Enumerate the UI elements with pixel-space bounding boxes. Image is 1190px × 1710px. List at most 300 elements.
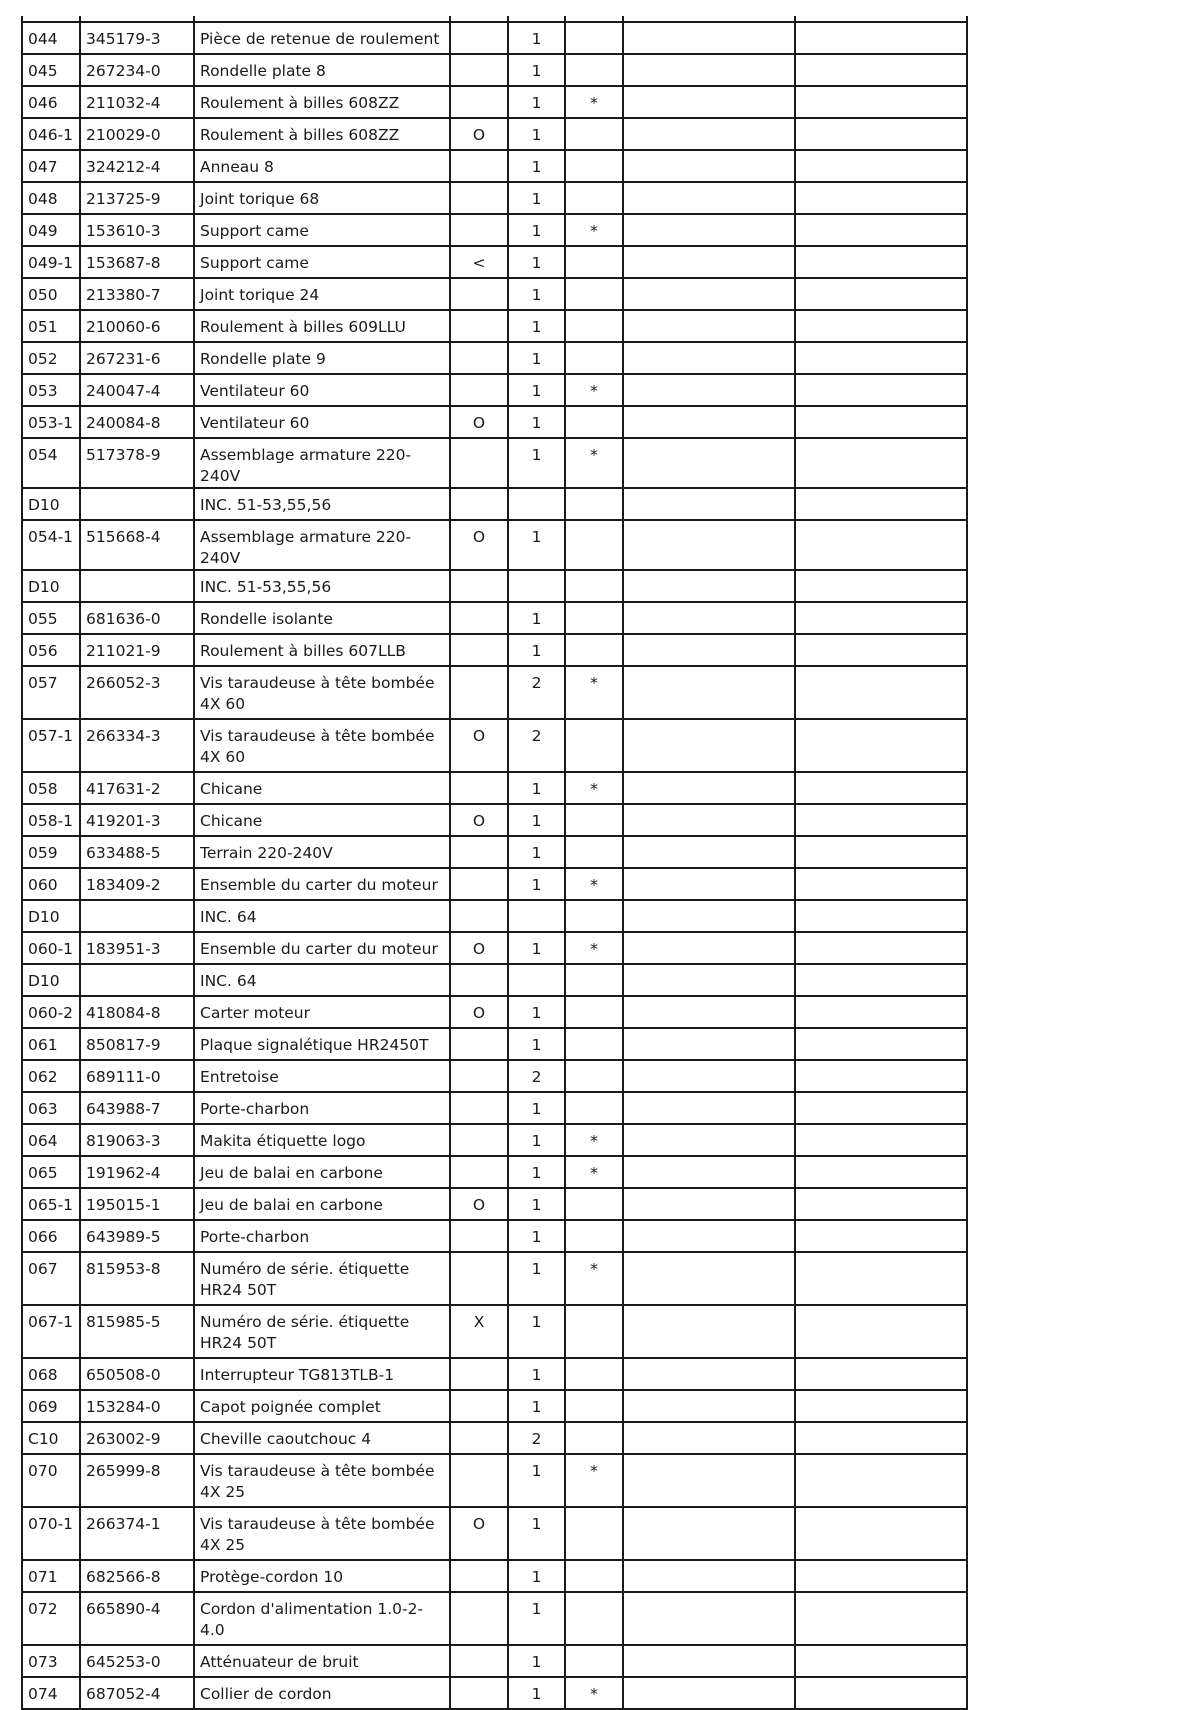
part-number-cell: 195015-1 [80,1188,194,1220]
part-number-cell: 183951-3 [80,932,194,964]
part-number-cell: 650508-0 [80,1358,194,1390]
quantity-cell: 2 [508,666,565,719]
marker-cell [450,1560,508,1592]
note-star-cell [565,804,623,836]
item-number-cell: 068 [22,1358,80,1390]
quantity-cell: 1 [508,310,565,342]
part-number-cell: 240047-4 [80,374,194,406]
empty-cell [623,804,795,836]
marker-cell [450,1358,508,1390]
note-star-cell: * [565,666,623,719]
item-number-cell: 060-2 [22,996,80,1028]
quantity-cell: 1 [508,150,565,182]
quantity-cell: 1 [508,1560,565,1592]
part-number-cell: 266374-1 [80,1507,194,1560]
item-number-cell: 073 [22,1645,80,1677]
empty-cell [795,772,967,804]
empty-cell [795,118,967,150]
marker-cell: O [450,1507,508,1560]
table-row [22,1305,967,1358]
note-star-cell [565,22,623,54]
table-row [22,520,967,570]
description-cell: Chicane [194,804,450,836]
part-number-cell: 417631-2 [80,772,194,804]
description-cell: Interrupteur TG813TLB-1 [194,1358,450,1390]
note-star-cell [565,246,623,278]
empty-cell [623,438,795,488]
marker-cell [450,22,508,54]
note-star-cell: * [565,214,623,246]
item-number-cell: 046 [22,86,80,118]
item-number-cell: 052 [22,342,80,374]
note-star-cell [565,54,623,86]
note-star-cell: * [565,772,623,804]
empty-cell [623,666,795,719]
marker-cell: O [450,996,508,1028]
empty-cell [795,666,967,719]
empty-cell [795,1220,967,1252]
part-number-cell: 645253-0 [80,1645,194,1677]
marker-cell [450,1645,508,1677]
empty-cell [795,1252,967,1305]
description-cell: Capot poignée complet [194,1390,450,1422]
empty-cell [795,1156,967,1188]
quantity-cell: 1 [508,520,565,570]
table-row [22,406,967,438]
empty-cell [623,278,795,310]
table-row [22,1677,967,1709]
note-star-cell: * [565,374,623,406]
description-cell: Ensemble du carter du moteur [194,868,450,900]
part-number-cell: 263002-9 [80,1422,194,1454]
marker-cell [450,182,508,214]
item-number-cell: 047 [22,150,80,182]
description-cell: Pièce de retenue de roulement [194,22,450,54]
table-row [22,900,967,932]
empty-cell [623,1156,795,1188]
marker-cell [450,602,508,634]
table-row [22,1060,967,1092]
table-row [22,932,967,964]
note-star-cell: * [565,932,623,964]
marker-cell [450,570,508,602]
note-star-cell [565,406,623,438]
item-number-cell: 060 [22,868,80,900]
note-star-cell: * [565,1677,623,1709]
item-number-cell: 071 [22,1560,80,1592]
parts-table-body [22,22,967,1709]
quantity-cell: 1 [508,118,565,150]
empty-cell [795,1677,967,1709]
part-number-cell: 345179-3 [80,22,194,54]
description-cell: Roulement à billes 609LLU [194,310,450,342]
empty-cell [623,900,795,932]
empty-cell [795,1305,967,1358]
part-number-cell: 689111-0 [80,1060,194,1092]
description-cell: Plaque signalétique HR2450T [194,1028,450,1060]
empty-cell [795,570,967,602]
description-cell: Assemblage armature 220-240V [194,520,450,570]
part-number-cell: 815985-5 [80,1305,194,1358]
empty-cell [795,406,967,438]
item-number-cell: 053 [22,374,80,406]
empty-cell [795,964,967,996]
item-number-cell: 060-1 [22,932,80,964]
quantity-cell: 1 [508,932,565,964]
item-number-cell: 058-1 [22,804,80,836]
part-number-cell: 819063-3 [80,1124,194,1156]
note-star-cell [565,1507,623,1560]
empty-cell [795,438,967,488]
description-cell: Vis taraudeuse à tête bombée 4X 25 [194,1454,450,1507]
empty-cell [623,1124,795,1156]
empty-cell [623,1560,795,1592]
note-star-cell: * [565,438,623,488]
quantity-cell: 1 [508,1507,565,1560]
quantity-cell: 1 [508,54,565,86]
empty-cell [623,1220,795,1252]
description-cell: Anneau 8 [194,150,450,182]
table-row [22,868,967,900]
description-cell: Support came [194,214,450,246]
quantity-cell: 1 [508,1092,565,1124]
table-row [22,634,967,666]
quantity-cell [508,900,565,932]
item-number-cell: 057 [22,666,80,719]
empty-cell [795,54,967,86]
table-row [22,772,967,804]
marker-cell [450,1252,508,1305]
empty-cell [623,868,795,900]
note-star-cell [565,278,623,310]
note-star-cell: * [565,1454,623,1507]
item-number-cell: 069 [22,1390,80,1422]
description-cell: Chicane [194,772,450,804]
table-row [22,310,967,342]
quantity-cell: 1 [508,278,565,310]
marker-cell [450,278,508,310]
empty-cell [623,602,795,634]
quantity-cell: 2 [508,1060,565,1092]
item-number-cell: 066 [22,1220,80,1252]
item-number-cell: 072 [22,1592,80,1645]
empty-cell [623,1677,795,1709]
empty-cell [795,374,967,406]
table-row [22,86,967,118]
table-row [22,1358,967,1390]
item-number-cell: 067 [22,1252,80,1305]
part-number-cell: 324212-4 [80,150,194,182]
empty-cell [795,1454,967,1507]
marker-cell [450,1092,508,1124]
description-cell: Joint torique 24 [194,278,450,310]
item-number-cell: 044 [22,22,80,54]
empty-cell [623,1060,795,1092]
quantity-cell: 1 [508,406,565,438]
marker-cell: < [450,246,508,278]
empty-cell [795,246,967,278]
item-number-cell: 051 [22,310,80,342]
note-star-cell [565,570,623,602]
item-number-cell: 074 [22,1677,80,1709]
marker-cell [450,86,508,118]
quantity-cell: 1 [508,1252,565,1305]
quantity-cell: 1 [508,182,565,214]
note-star-cell [565,520,623,570]
quantity-cell: 1 [508,22,565,54]
table-row [22,964,967,996]
part-number-cell: 191962-4 [80,1156,194,1188]
quantity-cell: 1 [508,836,565,868]
marker-cell [450,488,508,520]
empty-cell [623,1092,795,1124]
item-number-cell: 070-1 [22,1507,80,1560]
empty-cell [623,488,795,520]
quantity-cell: 1 [508,246,565,278]
table-row [22,374,967,406]
part-number-cell: 633488-5 [80,836,194,868]
description-cell: Collier de cordon [194,1677,450,1709]
description-cell: Rondelle isolante [194,602,450,634]
empty-cell [795,1422,967,1454]
empty-cell [795,342,967,374]
item-number-cell: D10 [22,488,80,520]
marker-cell [450,900,508,932]
item-number-cell: D10 [22,964,80,996]
empty-cell [795,1592,967,1645]
quantity-cell: 1 [508,602,565,634]
quantity-cell: 1 [508,1645,565,1677]
description-cell: Assemblage armature 220-240V [194,438,450,488]
empty-cell [623,932,795,964]
description-cell: Terrain 220-240V [194,836,450,868]
marker-cell [450,634,508,666]
marker-cell [450,1422,508,1454]
quantity-cell: 1 [508,342,565,374]
table-row [22,1092,967,1124]
part-number-cell: 419201-3 [80,804,194,836]
description-cell: Cheville caoutchouc 4 [194,1422,450,1454]
item-number-cell: 062 [22,1060,80,1092]
description-cell: INC. 51-53,55,56 [194,570,450,602]
empty-cell [795,1092,967,1124]
part-number-cell: 850817-9 [80,1028,194,1060]
table-row [22,342,967,374]
item-number-cell: D10 [22,570,80,602]
part-number-cell [80,570,194,602]
table-row [22,150,967,182]
description-cell: Porte-charbon [194,1220,450,1252]
description-cell: Support came [194,246,450,278]
part-number-cell: 240084-8 [80,406,194,438]
marker-cell [450,150,508,182]
table-row [22,1592,967,1645]
note-star-cell [565,150,623,182]
part-number-cell: 153610-3 [80,214,194,246]
empty-cell [623,836,795,868]
note-star-cell [565,1560,623,1592]
empty-cell [623,1252,795,1305]
table-row [22,602,967,634]
item-number-cell: 058 [22,772,80,804]
marker-cell [450,1028,508,1060]
empty-cell [795,182,967,214]
quantity-cell: 1 [508,438,565,488]
empty-cell [795,1188,967,1220]
empty-cell [623,772,795,804]
empty-cell [795,1390,967,1422]
empty-cell [795,488,967,520]
description-cell: Ensemble du carter du moteur [194,932,450,964]
parts-table [21,21,968,1710]
note-star-cell [565,1390,623,1422]
item-number-cell: 057-1 [22,719,80,772]
item-number-cell: 054 [22,438,80,488]
part-number-cell: 687052-4 [80,1677,194,1709]
empty-cell [795,719,967,772]
description-cell: Jeu de balai en carbone [194,1188,450,1220]
note-star-cell: * [565,1156,623,1188]
quantity-cell [508,964,565,996]
empty-cell [623,1422,795,1454]
quantity-cell [508,570,565,602]
note-star-cell [565,634,623,666]
note-star-cell [565,118,623,150]
note-star-cell [565,182,623,214]
part-number-cell: 681636-0 [80,602,194,634]
table-row [22,719,967,772]
quantity-cell: 1 [508,1454,565,1507]
part-number-cell: 211032-4 [80,86,194,118]
empty-cell [623,310,795,342]
item-number-cell: 049-1 [22,246,80,278]
empty-cell [795,836,967,868]
table-row [22,836,967,868]
empty-cell [623,54,795,86]
item-number-cell: 056 [22,634,80,666]
empty-cell [795,1060,967,1092]
note-star-cell [565,602,623,634]
item-number-cell: 048 [22,182,80,214]
empty-cell [623,719,795,772]
note-star-cell [565,1358,623,1390]
table-row [22,118,967,150]
description-cell: Roulement à billes 608ZZ [194,86,450,118]
empty-cell [795,602,967,634]
quantity-cell: 1 [508,1305,565,1358]
empty-cell [623,342,795,374]
empty-cell [795,1645,967,1677]
empty-cell [623,150,795,182]
note-star-cell [565,488,623,520]
empty-cell [795,900,967,932]
description-cell: Entretoise [194,1060,450,1092]
item-number-cell: 064 [22,1124,80,1156]
empty-cell [623,1390,795,1422]
marker-cell [450,310,508,342]
empty-cell [623,246,795,278]
quantity-cell: 1 [508,1390,565,1422]
empty-cell [623,1507,795,1560]
parts-list-sheet [21,21,968,1710]
description-cell: Cordon d'alimentation 1.0-2-4.0 [194,1592,450,1645]
empty-cell [623,570,795,602]
note-star-cell: * [565,86,623,118]
part-number-cell: 418084-8 [80,996,194,1028]
part-number-cell [80,964,194,996]
table-row [22,438,967,488]
quantity-cell: 1 [508,634,565,666]
empty-cell [623,214,795,246]
part-number-cell: 815953-8 [80,1252,194,1305]
item-number-cell: 046-1 [22,118,80,150]
empty-cell [795,996,967,1028]
marker-cell [450,964,508,996]
table-row [22,1220,967,1252]
marker-cell [450,1124,508,1156]
table-row [22,1028,967,1060]
table-row [22,54,967,86]
quantity-cell: 1 [508,86,565,118]
empty-cell [795,520,967,570]
note-star-cell [565,1592,623,1645]
marker-cell: O [450,719,508,772]
marker-cell [450,438,508,488]
marker-cell [450,374,508,406]
note-star-cell [565,1305,623,1358]
note-star-cell [565,900,623,932]
description-cell: Rondelle plate 8 [194,54,450,86]
part-number-cell: 213725-9 [80,182,194,214]
description-cell: Roulement à billes 607LLB [194,634,450,666]
quantity-cell: 1 [508,868,565,900]
part-number-cell: 213380-7 [80,278,194,310]
empty-cell [795,804,967,836]
empty-cell [795,932,967,964]
empty-cell [795,868,967,900]
note-star-cell [565,1188,623,1220]
quantity-cell: 1 [508,1592,565,1645]
marker-cell [450,836,508,868]
empty-cell [623,1188,795,1220]
description-cell: Numéro de série. étiquette HR24 50T [194,1305,450,1358]
marker-cell [450,54,508,86]
marker-cell [450,666,508,719]
table-row [22,182,967,214]
part-number-cell: 210060-6 [80,310,194,342]
note-star-cell [565,836,623,868]
description-cell: Jeu de balai en carbone [194,1156,450,1188]
table-row [22,214,967,246]
quantity-cell: 2 [508,719,565,772]
empty-cell [623,22,795,54]
part-number-cell: 183409-2 [80,868,194,900]
note-star-cell [565,1645,623,1677]
marker-cell [450,1592,508,1645]
note-star-cell [565,964,623,996]
empty-cell [795,310,967,342]
description-cell: INC. 64 [194,900,450,932]
item-number-cell: C10 [22,1422,80,1454]
table-row [22,1645,967,1677]
item-number-cell: 054-1 [22,520,80,570]
marker-cell [450,1060,508,1092]
item-number-cell: 063 [22,1092,80,1124]
empty-cell [623,118,795,150]
empty-cell [795,22,967,54]
description-cell: INC. 64 [194,964,450,996]
table-row [22,996,967,1028]
